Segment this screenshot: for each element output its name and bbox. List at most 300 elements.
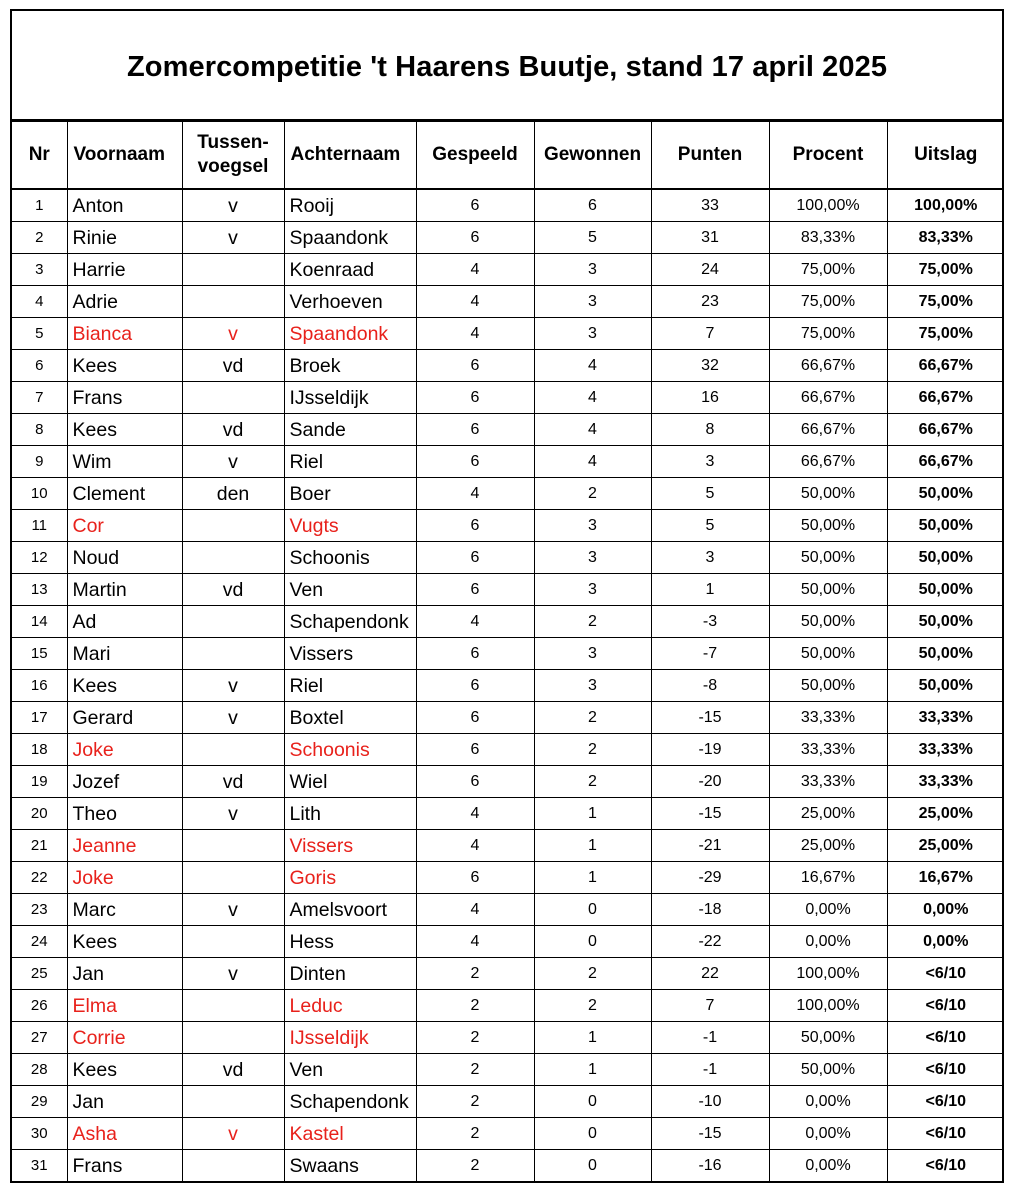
table-header	[12, 122, 1004, 190]
cell-punten: 16	[651, 382, 769, 414]
cell-uitslag: 75,00%	[887, 286, 1004, 318]
cell-procent: 75,00%	[769, 254, 887, 286]
cell-tussenvoegsel	[182, 830, 284, 862]
cell-uitslag: 33,33%	[887, 702, 1004, 734]
cell-achternaam: Koenraad	[284, 254, 416, 286]
cell-procent: 0,00%	[769, 1086, 887, 1118]
cell-procent: 50,00%	[769, 542, 887, 574]
cell-gespeeld: 6	[416, 446, 534, 478]
page-title: Zomercompetitie 't Haarens Buutje, stand 17 april 2025	[126, 50, 888, 83]
cell-tussenvoegsel	[182, 510, 284, 542]
cell-voornaam: Jan	[67, 958, 182, 990]
cell-gewonnen: 0	[534, 926, 651, 958]
cell-voornaam: Kees	[67, 414, 182, 446]
cell-nr: 10	[12, 478, 67, 510]
table-row	[12, 830, 1004, 862]
cell-punten: -18	[651, 894, 769, 926]
cell-procent: 50,00%	[769, 670, 887, 702]
cell-achternaam: Ven	[284, 1054, 416, 1086]
cell-achternaam: Schapendonk	[284, 1086, 416, 1118]
cell-procent: 100,00%	[769, 958, 887, 990]
cell-gewonnen: 2	[534, 702, 651, 734]
cell-procent: 50,00%	[769, 510, 887, 542]
cell-gespeeld: 4	[416, 606, 534, 638]
cell-voornaam: Frans	[67, 1150, 182, 1183]
cell-achternaam: Vugts	[284, 510, 416, 542]
cell-achternaam: Swaans	[284, 1150, 416, 1183]
cell-gewonnen: 2	[534, 766, 651, 798]
cell-nr: 31	[12, 1150, 67, 1183]
cell-gewonnen: 1	[534, 1022, 651, 1054]
cell-procent: 50,00%	[769, 1054, 887, 1086]
cell-achternaam: Schapendonk	[284, 606, 416, 638]
cell-procent: 100,00%	[769, 189, 887, 222]
cell-nr: 5	[12, 318, 67, 350]
cell-procent: 0,00%	[769, 1150, 887, 1183]
cell-uitslag: <6/10	[887, 1054, 1004, 1086]
cell-punten: 7	[651, 318, 769, 350]
cell-tussenvoegsel	[182, 254, 284, 286]
cell-voornaam: Asha	[67, 1118, 182, 1150]
table-row	[12, 670, 1004, 702]
cell-voornaam: Elma	[67, 990, 182, 1022]
cell-punten: 33	[651, 189, 769, 222]
cell-nr: 6	[12, 350, 67, 382]
cell-nr: 11	[12, 510, 67, 542]
cell-gespeeld: 6	[416, 702, 534, 734]
header-tussenvoegsel-line2: voegsel	[197, 156, 269, 177]
cell-tussenvoegsel: v	[182, 798, 284, 830]
cell-achternaam: Amelsvoort	[284, 894, 416, 926]
cell-uitslag: 33,33%	[887, 734, 1004, 766]
cell-uitslag: 100,00%	[887, 189, 1004, 222]
cell-gewonnen: 1	[534, 862, 651, 894]
table-row	[12, 254, 1004, 286]
cell-gespeeld: 4	[416, 286, 534, 318]
cell-voornaam: Kees	[67, 670, 182, 702]
table-row	[12, 734, 1004, 766]
cell-gewonnen: 3	[534, 510, 651, 542]
cell-achternaam: Spaandonk	[284, 318, 416, 350]
cell-punten: 8	[651, 414, 769, 446]
cell-voornaam: Bianca	[67, 318, 182, 350]
cell-gespeeld: 6	[416, 222, 534, 254]
cell-punten: 3	[651, 542, 769, 574]
cell-nr: 26	[12, 990, 67, 1022]
cell-procent: 16,67%	[769, 862, 887, 894]
cell-achternaam: Boxtel	[284, 702, 416, 734]
cell-tussenvoegsel: v	[182, 446, 284, 478]
cell-punten: -3	[651, 606, 769, 638]
cell-achternaam: Vissers	[284, 830, 416, 862]
cell-tussenvoegsel: vd	[182, 766, 284, 798]
cell-tussenvoegsel: v	[182, 670, 284, 702]
cell-nr: 9	[12, 446, 67, 478]
cell-punten: 24	[651, 254, 769, 286]
cell-achternaam: Hess	[284, 926, 416, 958]
cell-punten: -15	[651, 798, 769, 830]
table-row	[12, 574, 1004, 606]
cell-uitslag: <6/10	[887, 1150, 1004, 1183]
cell-nr: 16	[12, 670, 67, 702]
cell-uitslag: 16,67%	[887, 862, 1004, 894]
table-row	[12, 1054, 1004, 1086]
cell-gewonnen: 6	[534, 189, 651, 222]
cell-punten: 22	[651, 958, 769, 990]
cell-achternaam: Schoonis	[284, 734, 416, 766]
cell-achternaam: Ven	[284, 574, 416, 606]
cell-procent: 83,33%	[769, 222, 887, 254]
cell-uitslag: 66,67%	[887, 350, 1004, 382]
cell-procent: 50,00%	[769, 478, 887, 510]
table-row	[12, 606, 1004, 638]
cell-gespeeld: 2	[416, 1086, 534, 1118]
cell-procent: 100,00%	[769, 990, 887, 1022]
cell-tussenvoegsel	[182, 734, 284, 766]
cell-nr: 24	[12, 926, 67, 958]
cell-gewonnen: 3	[534, 670, 651, 702]
cell-nr: 8	[12, 414, 67, 446]
cell-gewonnen: 2	[534, 734, 651, 766]
standings-table	[12, 121, 1004, 1183]
cell-procent: 66,67%	[769, 414, 887, 446]
cell-gespeeld: 4	[416, 894, 534, 926]
cell-nr: 28	[12, 1054, 67, 1086]
cell-uitslag: 33,33%	[887, 766, 1004, 798]
cell-nr: 4	[12, 286, 67, 318]
cell-voornaam: Frans	[67, 382, 182, 414]
cell-voornaam: Joke	[67, 734, 182, 766]
cell-gespeeld: 6	[416, 734, 534, 766]
cell-achternaam: Verhoeven	[284, 286, 416, 318]
header-achternaam: Achternaam	[284, 122, 416, 190]
cell-punten: -1	[651, 1054, 769, 1086]
cell-gespeeld: 6	[416, 510, 534, 542]
cell-gespeeld: 6	[416, 862, 534, 894]
cell-uitslag: 50,00%	[887, 478, 1004, 510]
cell-tussenvoegsel: v	[182, 894, 284, 926]
cell-uitslag: 50,00%	[887, 574, 1004, 606]
cell-voornaam: Joke	[67, 862, 182, 894]
cell-gewonnen: 3	[534, 286, 651, 318]
cell-procent: 50,00%	[769, 606, 887, 638]
cell-uitslag: 50,00%	[887, 670, 1004, 702]
cell-achternaam: Wiel	[284, 766, 416, 798]
header-punten: Punten	[651, 122, 769, 190]
cell-gespeeld: 6	[416, 542, 534, 574]
cell-punten: 5	[651, 510, 769, 542]
cell-nr: 20	[12, 798, 67, 830]
cell-uitslag: 50,00%	[887, 542, 1004, 574]
table-row	[12, 286, 1004, 318]
cell-gespeeld: 2	[416, 1118, 534, 1150]
cell-punten: -15	[651, 1118, 769, 1150]
table-row	[12, 990, 1004, 1022]
table-row	[12, 382, 1004, 414]
cell-tussenvoegsel: vd	[182, 350, 284, 382]
cell-procent: 25,00%	[769, 830, 887, 862]
cell-gespeeld: 6	[416, 574, 534, 606]
cell-procent: 50,00%	[769, 574, 887, 606]
cell-achternaam: Leduc	[284, 990, 416, 1022]
cell-nr: 23	[12, 894, 67, 926]
cell-punten: 1	[651, 574, 769, 606]
table-row	[12, 510, 1004, 542]
cell-gewonnen: 0	[534, 1118, 651, 1150]
cell-gespeeld: 6	[416, 638, 534, 670]
cell-gewonnen: 0	[534, 1150, 651, 1183]
cell-tussenvoegsel	[182, 382, 284, 414]
header-procent: Procent	[769, 122, 887, 190]
cell-tussenvoegsel	[182, 1086, 284, 1118]
cell-gespeeld: 6	[416, 766, 534, 798]
table-row	[12, 1150, 1004, 1183]
cell-gespeeld: 4	[416, 254, 534, 286]
cell-tussenvoegsel: v	[182, 318, 284, 350]
cell-tussenvoegsel: den	[182, 478, 284, 510]
cell-nr: 15	[12, 638, 67, 670]
header-tussenvoegsel	[182, 122, 284, 190]
cell-nr: 29	[12, 1086, 67, 1118]
cell-tussenvoegsel	[182, 1150, 284, 1183]
cell-uitslag: 50,00%	[887, 638, 1004, 670]
cell-achternaam: Riel	[284, 446, 416, 478]
cell-punten: -19	[651, 734, 769, 766]
cell-gespeeld: 2	[416, 990, 534, 1022]
cell-tussenvoegsel	[182, 606, 284, 638]
header-uitslag: Uitslag	[887, 122, 1004, 190]
header-gespeeld: Gespeeld	[416, 122, 534, 190]
cell-gewonnen: 4	[534, 382, 651, 414]
cell-achternaam: Dinten	[284, 958, 416, 990]
cell-gespeeld: 4	[416, 830, 534, 862]
cell-voornaam: Clement	[67, 478, 182, 510]
table-body	[12, 189, 1004, 1182]
cell-punten: -21	[651, 830, 769, 862]
cell-gewonnen: 3	[534, 254, 651, 286]
cell-gewonnen: 3	[534, 638, 651, 670]
cell-voornaam: Jeanne	[67, 830, 182, 862]
cell-nr: 7	[12, 382, 67, 414]
cell-tussenvoegsel	[182, 990, 284, 1022]
cell-gespeeld: 4	[416, 318, 534, 350]
cell-procent: 66,67%	[769, 446, 887, 478]
cell-voornaam: Rinie	[67, 222, 182, 254]
cell-punten: -22	[651, 926, 769, 958]
cell-tussenvoegsel	[182, 542, 284, 574]
cell-gespeeld: 2	[416, 1022, 534, 1054]
cell-uitslag: 66,67%	[887, 382, 1004, 414]
cell-voornaam: Marc	[67, 894, 182, 926]
cell-gewonnen: 1	[534, 798, 651, 830]
cell-voornaam: Martin	[67, 574, 182, 606]
cell-achternaam: Kastel	[284, 1118, 416, 1150]
cell-nr: 21	[12, 830, 67, 862]
cell-nr: 18	[12, 734, 67, 766]
cell-punten: 5	[651, 478, 769, 510]
cell-achternaam: Spaandonk	[284, 222, 416, 254]
cell-voornaam: Mari	[67, 638, 182, 670]
cell-gewonnen: 0	[534, 894, 651, 926]
cell-gespeeld: 6	[416, 670, 534, 702]
cell-achternaam: Sande	[284, 414, 416, 446]
cell-gespeeld: 6	[416, 189, 534, 222]
cell-uitslag: 0,00%	[887, 894, 1004, 926]
cell-uitslag: 66,67%	[887, 446, 1004, 478]
cell-voornaam: Wim	[67, 446, 182, 478]
table-row	[12, 414, 1004, 446]
cell-punten: 32	[651, 350, 769, 382]
cell-nr: 17	[12, 702, 67, 734]
table-row	[12, 1022, 1004, 1054]
cell-voornaam: Adrie	[67, 286, 182, 318]
cell-procent: 25,00%	[769, 798, 887, 830]
cell-punten: 7	[651, 990, 769, 1022]
cell-gewonnen: 1	[534, 1054, 651, 1086]
table-row	[12, 862, 1004, 894]
cell-tussenvoegsel	[182, 286, 284, 318]
cell-uitslag: <6/10	[887, 1086, 1004, 1118]
cell-gespeeld: 4	[416, 926, 534, 958]
cell-voornaam: Corrie	[67, 1022, 182, 1054]
cell-gewonnen: 4	[534, 414, 651, 446]
cell-uitslag: 25,00%	[887, 798, 1004, 830]
cell-achternaam: Lith	[284, 798, 416, 830]
cell-tussenvoegsel: v	[182, 1118, 284, 1150]
cell-procent: 0,00%	[769, 926, 887, 958]
cell-gewonnen: 4	[534, 350, 651, 382]
cell-tussenvoegsel: v	[182, 189, 284, 222]
cell-nr: 30	[12, 1118, 67, 1150]
cell-uitslag: <6/10	[887, 1022, 1004, 1054]
table-row	[12, 189, 1004, 222]
cell-nr: 13	[12, 574, 67, 606]
cell-gewonnen: 2	[534, 958, 651, 990]
cell-voornaam: Cor	[67, 510, 182, 542]
cell-procent: 33,33%	[769, 702, 887, 734]
cell-punten: -20	[651, 766, 769, 798]
cell-punten: -7	[651, 638, 769, 670]
cell-procent: 50,00%	[769, 1022, 887, 1054]
cell-voornaam: Ad	[67, 606, 182, 638]
cell-punten: -15	[651, 702, 769, 734]
table-row	[12, 702, 1004, 734]
table-row	[12, 478, 1004, 510]
cell-nr: 2	[12, 222, 67, 254]
cell-uitslag: 66,67%	[887, 414, 1004, 446]
header-voornaam: Voornaam	[67, 122, 182, 190]
cell-nr: 22	[12, 862, 67, 894]
cell-uitslag: 0,00%	[887, 926, 1004, 958]
cell-gewonnen: 3	[534, 574, 651, 606]
cell-nr: 3	[12, 254, 67, 286]
cell-gewonnen: 3	[534, 318, 651, 350]
cell-gewonnen: 0	[534, 1086, 651, 1118]
cell-uitslag: 50,00%	[887, 510, 1004, 542]
header-gewonnen: Gewonnen	[534, 122, 651, 190]
cell-achternaam: Broek	[284, 350, 416, 382]
cell-uitslag: <6/10	[887, 958, 1004, 990]
cell-tussenvoegsel: v	[182, 222, 284, 254]
cell-punten: -10	[651, 1086, 769, 1118]
table-row	[12, 542, 1004, 574]
cell-uitslag: 25,00%	[887, 830, 1004, 862]
cell-nr: 1	[12, 189, 67, 222]
cell-gewonnen: 4	[534, 446, 651, 478]
cell-uitslag: 83,33%	[887, 222, 1004, 254]
table-row	[12, 958, 1004, 990]
cell-procent: 0,00%	[769, 894, 887, 926]
cell-gespeeld: 2	[416, 1150, 534, 1183]
cell-nr: 12	[12, 542, 67, 574]
cell-procent: 75,00%	[769, 318, 887, 350]
cell-uitslag: <6/10	[887, 990, 1004, 1022]
cell-voornaam: Anton	[67, 189, 182, 222]
cell-gewonnen: 3	[534, 542, 651, 574]
cell-voornaam: Jan	[67, 1086, 182, 1118]
cell-achternaam: IJsseldijk	[284, 1022, 416, 1054]
cell-voornaam: Gerard	[67, 702, 182, 734]
table-row	[12, 1086, 1004, 1118]
cell-gewonnen: 1	[534, 830, 651, 862]
cell-voornaam: Kees	[67, 350, 182, 382]
table-row	[12, 1118, 1004, 1150]
cell-voornaam: Kees	[67, 926, 182, 958]
cell-procent: 0,00%	[769, 1118, 887, 1150]
cell-nr: 27	[12, 1022, 67, 1054]
cell-procent: 75,00%	[769, 286, 887, 318]
table-row	[12, 798, 1004, 830]
cell-procent: 33,33%	[769, 766, 887, 798]
cell-nr: 19	[12, 766, 67, 798]
cell-punten: 31	[651, 222, 769, 254]
cell-achternaam: Schoonis	[284, 542, 416, 574]
cell-voornaam: Jozef	[67, 766, 182, 798]
cell-voornaam: Kees	[67, 1054, 182, 1086]
table-row	[12, 222, 1004, 254]
cell-tussenvoegsel: vd	[182, 574, 284, 606]
cell-achternaam: Vissers	[284, 638, 416, 670]
cell-gespeeld: 6	[416, 414, 534, 446]
cell-punten: 3	[651, 446, 769, 478]
title-box	[12, 11, 1002, 121]
cell-tussenvoegsel: vd	[182, 1054, 284, 1086]
cell-gespeeld: 6	[416, 350, 534, 382]
cell-achternaam: Riel	[284, 670, 416, 702]
cell-voornaam: Noud	[67, 542, 182, 574]
cell-voornaam: Theo	[67, 798, 182, 830]
cell-achternaam: Boer	[284, 478, 416, 510]
cell-punten: -8	[651, 670, 769, 702]
standings-sheet	[10, 9, 1004, 1183]
cell-punten: -16	[651, 1150, 769, 1183]
cell-gewonnen: 2	[534, 990, 651, 1022]
cell-tussenvoegsel: v	[182, 702, 284, 734]
cell-uitslag: 50,00%	[887, 606, 1004, 638]
cell-achternaam: IJsseldijk	[284, 382, 416, 414]
cell-nr: 25	[12, 958, 67, 990]
cell-procent: 66,67%	[769, 382, 887, 414]
cell-gewonnen: 2	[534, 478, 651, 510]
cell-tussenvoegsel: vd	[182, 414, 284, 446]
header-nr: Nr	[12, 122, 67, 190]
header-row	[12, 122, 1004, 190]
cell-gespeeld: 2	[416, 958, 534, 990]
cell-uitslag: <6/10	[887, 1118, 1004, 1150]
cell-uitslag: 75,00%	[887, 318, 1004, 350]
cell-gespeeld: 6	[416, 382, 534, 414]
cell-punten: -1	[651, 1022, 769, 1054]
